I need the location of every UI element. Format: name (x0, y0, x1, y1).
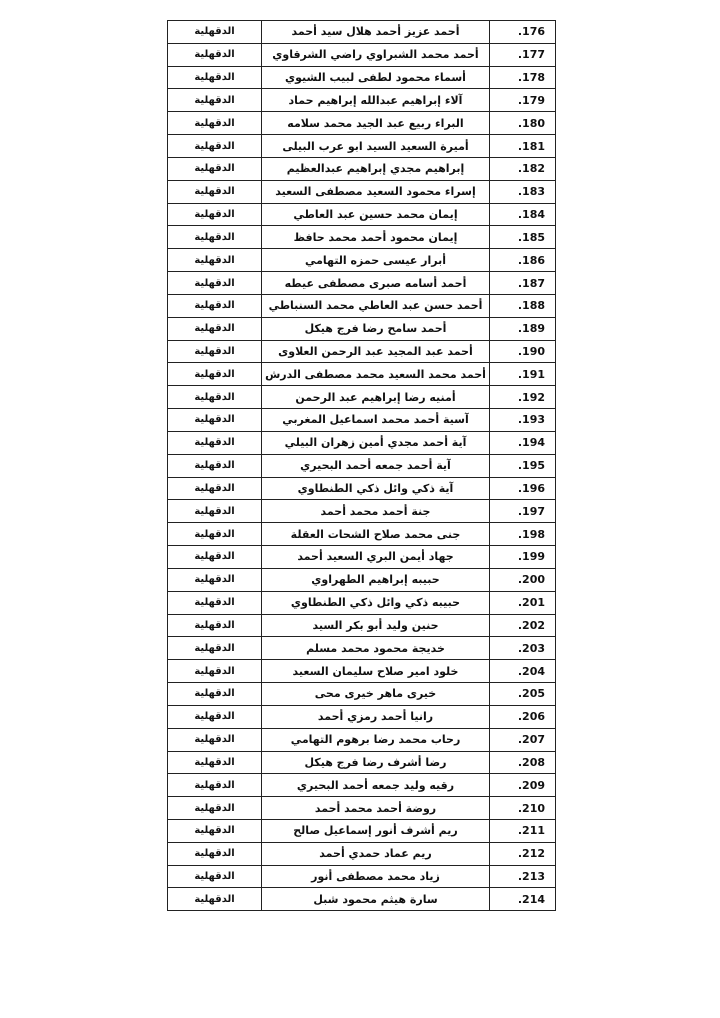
table-row (168, 660, 556, 683)
student-name-cell: إيمان محمود أحمد محمد حافظ (262, 226, 490, 249)
table-row (168, 797, 556, 820)
student-name-cell: أسماء محمود لطفى لبيب الشيوي (262, 66, 490, 89)
governorate-cell: الدقهلية (168, 431, 262, 454)
governorate-cell: الدقهلية (168, 705, 262, 728)
student-name-cell: أبرار عيسى حمزه التهامي (262, 249, 490, 272)
student-name-cell: رانيا أحمد رمزي أحمد (262, 705, 490, 728)
table-row (168, 180, 556, 203)
student-name-cell: رحاب محمد رضا برهوم التهامي (262, 728, 490, 751)
governorate-cell: الدقهلية (168, 865, 262, 888)
table-row (168, 705, 556, 728)
serial-number-cell: .194 (490, 431, 556, 454)
student-name-cell: سارة هيثم محمود شبل (262, 888, 490, 911)
serial-number-cell: .191 (490, 363, 556, 386)
serial-number-cell: .208 (490, 751, 556, 774)
serial-number-cell: .183 (490, 180, 556, 203)
serial-number-cell: .202 (490, 614, 556, 637)
student-name-cell: أحمد حسن عبد العاطي محمد السنباطي (262, 294, 490, 317)
table-row (168, 112, 556, 135)
serial-number-cell: .203 (490, 637, 556, 660)
governorate-cell: الدقهلية (168, 797, 262, 820)
governorate-cell: الدقهلية (168, 386, 262, 409)
serial-number-cell: .210 (490, 797, 556, 820)
serial-number-cell: .209 (490, 774, 556, 797)
governorate-cell: الدقهلية (168, 249, 262, 272)
table-row (168, 386, 556, 409)
serial-number-cell: .181 (490, 135, 556, 158)
student-name-cell: آية أحمد جمعه أحمد البحيري (262, 454, 490, 477)
serial-number-cell: .189 (490, 317, 556, 340)
table-row (168, 340, 556, 363)
table-row (168, 728, 556, 751)
student-name-cell: أميرة السعيد السيد ابو عرب البيلى (262, 135, 490, 158)
governorate-cell: الدقهلية (168, 294, 262, 317)
serial-number-cell: .214 (490, 888, 556, 911)
student-name-cell: آية أحمد مجدي أمين زهران البيلي (262, 431, 490, 454)
governorate-cell: الدقهلية (168, 842, 262, 865)
governorate-cell: الدقهلية (168, 272, 262, 295)
table-row (168, 317, 556, 340)
student-name-cell: خلود امير صلاح سليمان السعيد (262, 660, 490, 683)
governorate-cell: الدقهلية (168, 226, 262, 249)
governorate-cell: الدقهلية (168, 637, 262, 660)
student-name-cell: أحمد سامح رضا فرج هيكل (262, 317, 490, 340)
serial-number-cell: .207 (490, 728, 556, 751)
table-row (168, 751, 556, 774)
serial-number-cell: .176 (490, 21, 556, 44)
table-row (168, 157, 556, 180)
governorate-cell: الدقهلية (168, 568, 262, 591)
governorate-cell: الدقهلية (168, 135, 262, 158)
student-name-cell: جهاد أيمن البري السعيد أحمد (262, 546, 490, 569)
governorate-cell: الدقهلية (168, 363, 262, 386)
governorate-cell: الدقهلية (168, 819, 262, 842)
serial-number-cell: .198 (490, 523, 556, 546)
table-row (168, 819, 556, 842)
serial-number-cell: .179 (490, 89, 556, 112)
table-row (168, 21, 556, 44)
governorate-cell: الدقهلية (168, 500, 262, 523)
student-name-cell: أحمد أسامه صبرى مصطفى عيطه (262, 272, 490, 295)
governorate-cell: الدقهلية (168, 683, 262, 706)
student-name-cell: ريم أشرف أنور إسماعيل صالح (262, 819, 490, 842)
serial-number-cell: .188 (490, 294, 556, 317)
serial-number-cell: .192 (490, 386, 556, 409)
table-row (168, 546, 556, 569)
serial-number-cell: .199 (490, 546, 556, 569)
governorate-cell: الدقهلية (168, 751, 262, 774)
table-row (168, 865, 556, 888)
serial-number-cell: .187 (490, 272, 556, 295)
table-row (168, 523, 556, 546)
student-name-cell: جنى محمد صلاح الشحات العقلة (262, 523, 490, 546)
table-row (168, 249, 556, 272)
table-row (168, 591, 556, 614)
governorate-cell: الدقهلية (168, 89, 262, 112)
table-row (168, 774, 556, 797)
student-name-cell: رضا أشرف رضا فرج هيكل (262, 751, 490, 774)
governorate-cell: الدقهلية (168, 180, 262, 203)
student-name-cell: أحمد عزيز أحمد هلال سيد أحمد (262, 21, 490, 44)
student-name-cell: حبيبه إبراهيم الطهراوي (262, 568, 490, 591)
table-row (168, 842, 556, 865)
serial-number-cell: .201 (490, 591, 556, 614)
serial-number-cell: .205 (490, 683, 556, 706)
student-name-cell: ريم عماد حمدي أحمد (262, 842, 490, 865)
student-name-cell: إبراهيم مجدي إبراهيم عبدالعظيم (262, 157, 490, 180)
governorate-cell: الدقهلية (168, 21, 262, 44)
serial-number-cell: .182 (490, 157, 556, 180)
table-row (168, 66, 556, 89)
serial-number-cell: .197 (490, 500, 556, 523)
table-row (168, 294, 556, 317)
serial-number-cell: .190 (490, 340, 556, 363)
student-name-cell: رقيه وليد جمعه أحمد البحيري (262, 774, 490, 797)
student-name-cell: آلاء إبراهيم عبدالله إبراهيم حماد (262, 89, 490, 112)
governorate-cell: الدقهلية (168, 112, 262, 135)
student-name-cell: أحمد محمد السعيد محمد مصطفى الدرش (262, 363, 490, 386)
table-row (168, 568, 556, 591)
table-row (168, 409, 556, 432)
table-row (168, 135, 556, 158)
table-row (168, 226, 556, 249)
serial-number-cell: .184 (490, 203, 556, 226)
serial-number-cell: .196 (490, 477, 556, 500)
student-name-cell: أمنيه رضا إبراهيم عبد الرحمن (262, 386, 490, 409)
table-row (168, 89, 556, 112)
table-row (168, 637, 556, 660)
serial-number-cell: .177 (490, 43, 556, 66)
table-row (168, 477, 556, 500)
serial-number-cell: .195 (490, 454, 556, 477)
table-row (168, 683, 556, 706)
student-name-cell: أحمد عبد المجيد عبد الرحمن العلاوى (262, 340, 490, 363)
governorate-cell: الدقهلية (168, 614, 262, 637)
table-row (168, 614, 556, 637)
table-row (168, 43, 556, 66)
serial-number-cell: .204 (490, 660, 556, 683)
governorate-cell: الدقهلية (168, 454, 262, 477)
serial-number-cell: .180 (490, 112, 556, 135)
governorate-cell: الدقهلية (168, 591, 262, 614)
roster-table (167, 20, 556, 911)
table-row (168, 203, 556, 226)
governorate-cell: الدقهلية (168, 66, 262, 89)
table-row (168, 500, 556, 523)
governorate-cell: الدقهلية (168, 477, 262, 500)
serial-number-cell: .193 (490, 409, 556, 432)
table-row (168, 272, 556, 295)
table-row (168, 431, 556, 454)
governorate-cell: الدقهلية (168, 203, 262, 226)
student-name-cell: آسية أحمد محمد اسماعيل المغربي (262, 409, 490, 432)
governorate-cell: الدقهلية (168, 409, 262, 432)
governorate-cell: الدقهلية (168, 523, 262, 546)
student-name-cell: حنين وليد أبو بكر السيد (262, 614, 490, 637)
student-name-cell: روضة أحمد محمد أحمد (262, 797, 490, 820)
student-name-cell: البراء ربيع عبد الجيد محمد سلامه (262, 112, 490, 135)
serial-number-cell: .206 (490, 705, 556, 728)
governorate-cell: الدقهلية (168, 660, 262, 683)
governorate-cell: الدقهلية (168, 340, 262, 363)
serial-number-cell: .185 (490, 226, 556, 249)
table-row (168, 363, 556, 386)
governorate-cell: الدقهلية (168, 546, 262, 569)
student-name-cell: زياد محمد مصطفى أنور (262, 865, 490, 888)
student-name-cell: خيرى ماهر خيرى محى (262, 683, 490, 706)
governorate-cell: الدقهلية (168, 43, 262, 66)
governorate-cell: الدقهلية (168, 888, 262, 911)
governorate-cell: الدقهلية (168, 157, 262, 180)
roster-body (168, 21, 556, 911)
serial-number-cell: .211 (490, 819, 556, 842)
serial-number-cell: .200 (490, 568, 556, 591)
student-name-cell: آية ذكي وائل ذكي الطنطاوي (262, 477, 490, 500)
serial-number-cell: .178 (490, 66, 556, 89)
table-row (168, 888, 556, 911)
governorate-cell: الدقهلية (168, 728, 262, 751)
governorate-cell: الدقهلية (168, 774, 262, 797)
serial-number-cell: .213 (490, 865, 556, 888)
student-name-cell: حبيبه ذكي وائل ذكي الطنطاوي (262, 591, 490, 614)
student-name-cell: أحمد محمد الشبراوي راضي الشرقاوي (262, 43, 490, 66)
student-name-cell: خديجة محمود محمد مسلم (262, 637, 490, 660)
student-name-cell: إسراء محمود السعيد مصطفى السعيد (262, 180, 490, 203)
serial-number-cell: .186 (490, 249, 556, 272)
governorate-cell: الدقهلية (168, 317, 262, 340)
roster-sheet (167, 20, 555, 911)
table-row (168, 454, 556, 477)
student-name-cell: جنة أحمد محمد أحمد (262, 500, 490, 523)
serial-number-cell: .212 (490, 842, 556, 865)
student-name-cell: إيمان محمد حسين عبد العاطي (262, 203, 490, 226)
